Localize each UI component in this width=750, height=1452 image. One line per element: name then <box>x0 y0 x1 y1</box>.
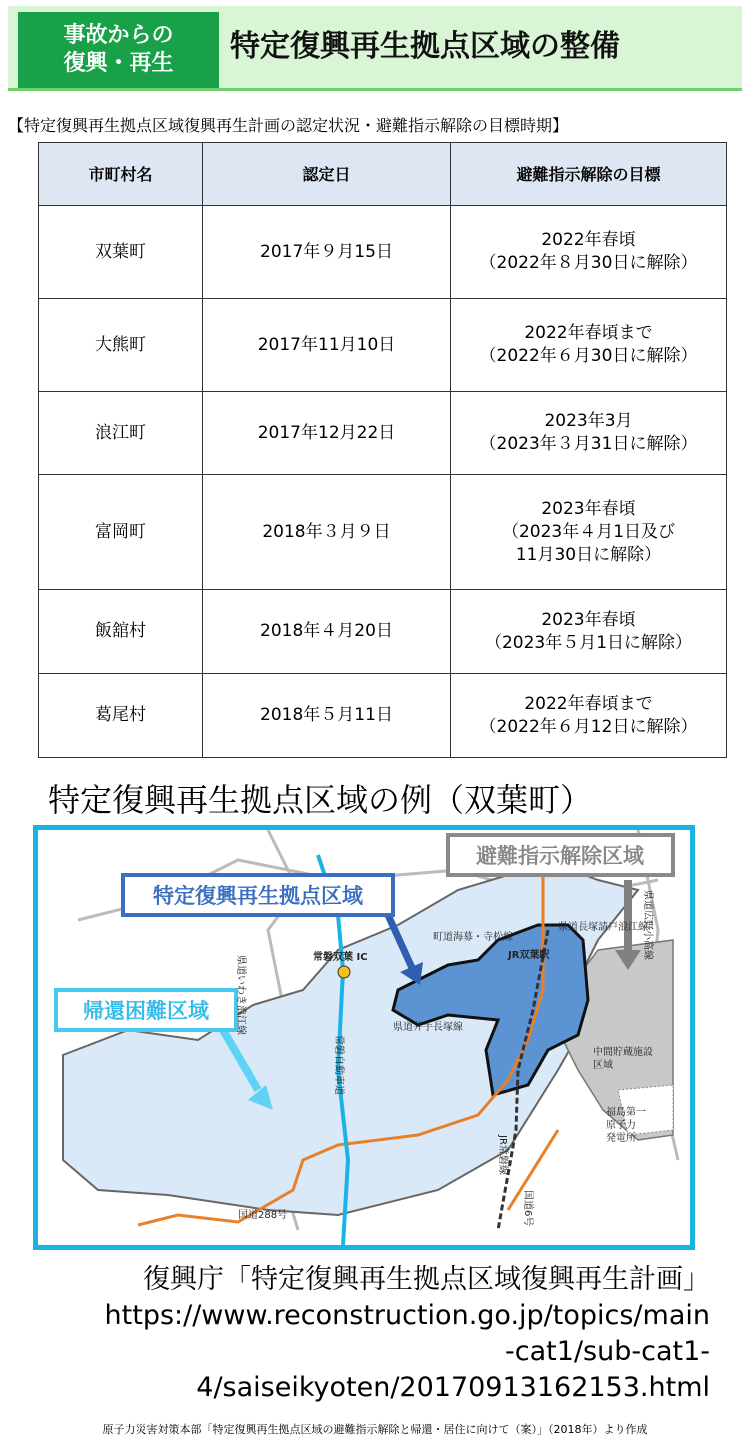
road-label: 県道長塚請戸浪江線 <box>558 922 648 933</box>
source-url[interactable]: -cat1/sub-cat1- <box>505 1336 710 1367</box>
table-row <box>39 475 727 590</box>
header-date: 認定日 <box>203 143 451 206</box>
cell-target: 2022年春頃まで （2022年６月12日に解除） <box>451 674 727 758</box>
table-row <box>39 206 727 299</box>
source-line: 復興庁「特定復興再生拠点区域復興再生計画」 <box>143 1264 710 1295</box>
cell-town: 大熊町 <box>39 299 203 392</box>
storage-label: 中間貯蔵施設区域 <box>593 1047 653 1071</box>
road-label: 県道いわき浪江線 <box>235 955 246 1035</box>
station-label: JR双葉駅 <box>508 950 550 961</box>
table-row <box>39 299 727 392</box>
map-svg <box>38 830 690 1245</box>
cell-target: 2022年春頃まで （2022年６月30日に解除） <box>451 299 727 392</box>
table-header-row <box>39 143 727 206</box>
futaba-map <box>33 825 695 1250</box>
cell-town: 葛尾村 <box>39 674 203 758</box>
route-label: 国道6号 <box>522 1190 533 1227</box>
road-label: 県道広野小高線 <box>642 890 653 960</box>
table-row <box>39 590 727 674</box>
certification-table <box>38 142 727 758</box>
table-row <box>39 392 727 475</box>
cell-town: 浪江町 <box>39 392 203 475</box>
route-label: 国道288号 <box>238 1210 288 1221</box>
ic-label: 常磐双葉 IC <box>313 952 368 963</box>
road-label: 町道海募・寺松線 <box>433 932 513 943</box>
page-title: 特定復興再生拠点区域の整備 <box>230 29 620 64</box>
example-title: 特定復興再生拠点区域の例（双葉町） <box>48 781 593 819</box>
source-url[interactable]: 4/saiseikyoten/20170913162153.html <box>196 1372 710 1403</box>
cell-target: 2022年春頃 （2022年８月30日に解除） <box>451 206 727 299</box>
table-caption: 【特定復興再生拠点区域復興再生計画の認定状況・避難指示解除の目標時期】 <box>8 116 569 135</box>
header-town: 市町村名 <box>39 143 203 206</box>
cell-town: 飯舘村 <box>39 590 203 674</box>
header-target: 避難指示解除の目標 <box>451 143 727 206</box>
label-base-zone: 特定復興再生拠点区域 <box>153 884 363 908</box>
cell-date: 2017年11月10日 <box>203 299 451 392</box>
cell-town: 双葉町 <box>39 206 203 299</box>
cell-target: 2023年春頃 （2023年５月1日に解除） <box>451 590 727 674</box>
label-difficult-zone: 帰還困難区域 <box>83 999 209 1023</box>
cell-town: 富岡町 <box>39 475 203 590</box>
road-label: 県道井手長塚線 <box>393 1022 463 1033</box>
cell-date: 2018年４月20日 <box>203 590 451 674</box>
expressway-label: 常磐自動車道 <box>333 1035 344 1095</box>
cell-date: 2018年５月11日 <box>203 674 451 758</box>
cell-date: 2017年12月22日 <box>203 392 451 475</box>
cell-date: 2017年９月15日 <box>203 206 451 299</box>
cell-target: 2023年春頃 （2023年４月1日及び 11月30日に解除） <box>451 475 727 590</box>
header-banner <box>8 6 742 91</box>
plant-label: 福島第一原子力発電所 <box>606 1107 646 1144</box>
label-lifted: 避難指示解除区域 <box>476 844 644 868</box>
cell-target: 2023年3月 （2023年３月31日に解除） <box>451 392 727 475</box>
footnote: 原子力災害対策本部「特定復興再生拠点区域の避難指示解除と帰還・居住に向けて（案）」（2018年）より作成 <box>102 1423 648 1436</box>
rail-label: JR常磐線 <box>497 1135 508 1175</box>
table-row <box>39 674 727 758</box>
source-url[interactable]: https://www.reconstruction.go.jp/topics/main <box>104 1300 710 1331</box>
source-citation <box>10 1262 710 1406</box>
header-tag: 事故からの 復興・再生 <box>18 12 219 88</box>
cell-date: 2018年３月９日 <box>203 475 451 590</box>
